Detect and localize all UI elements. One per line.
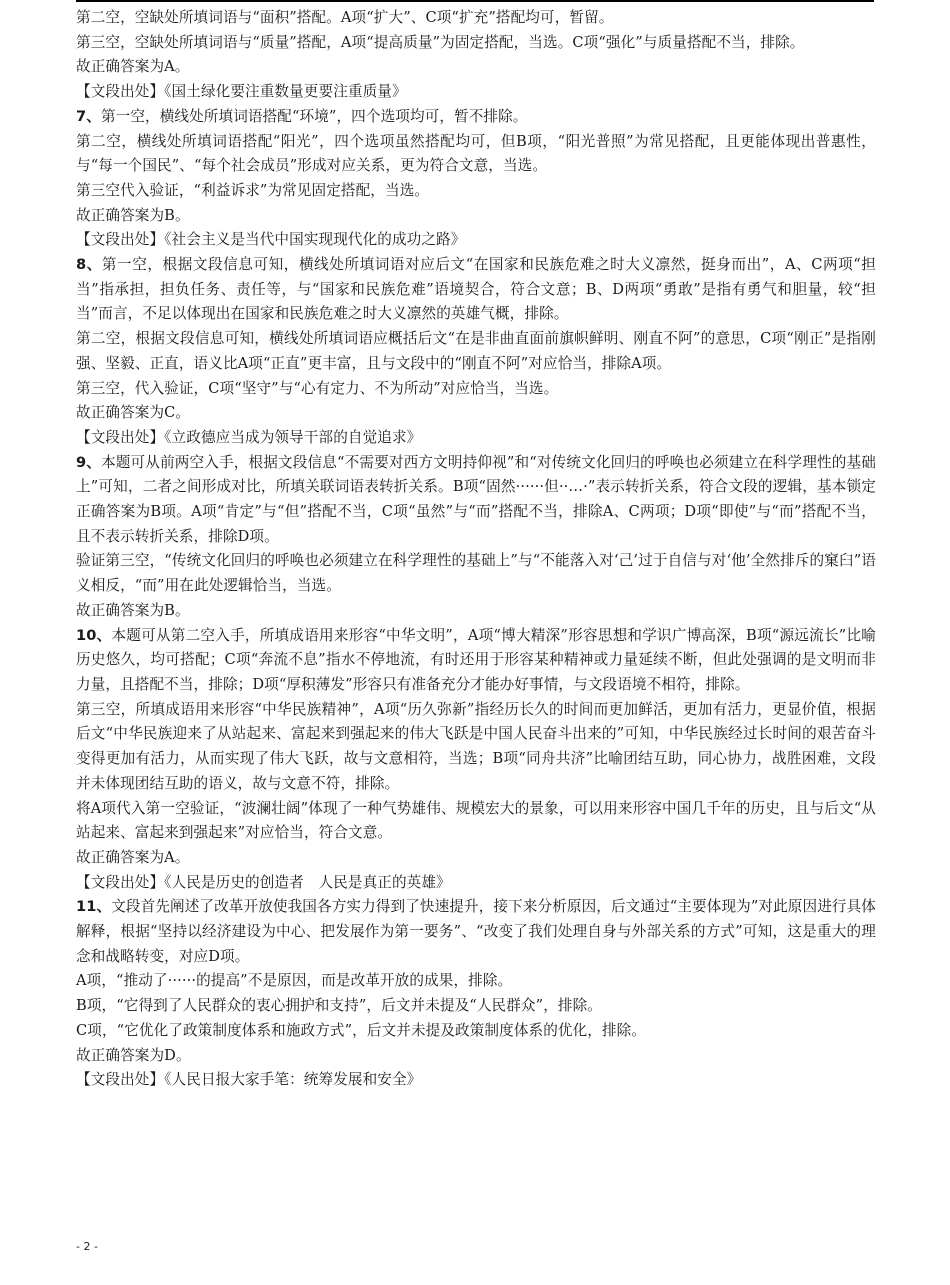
paragraph-text: 第三空，代入验证，C项“坚守”与“心有定力、不为所动”对应恰当，当选。	[76, 379, 559, 397]
explanation-paragraph	[76, 130, 876, 179]
paragraph-text: 第三空，所填成语用来形容“中华民族精神”，A项“历久弥新”指经历长久的时间而更加鲜活，更加有活力，更显价值，根据后文“中华民族迎来了从站起来、富起来到强起来的伟大飞跃是中国人民奋斗出来的”可知，中华民族经过长时间的艰苦奋斗变得更加有活力，从而实现了伟大飞跃，故与文意相符，当选；B项“同舟共济”比喻团结互助，同心协力，战胜困难，文段并未体现团结互助的语义，故与文意不符，排除。	[76, 700, 876, 792]
explanation-paragraph	[76, 6, 876, 31]
explanation-paragraph	[76, 994, 876, 1019]
explanation-paragraph	[76, 1019, 876, 1044]
source-citation	[76, 871, 876, 896]
answer-explanations	[76, 6, 876, 1093]
explanation-paragraph	[76, 549, 876, 598]
question-number: 7、	[76, 107, 101, 125]
paragraph-text: 故正确答案为A。	[76, 58, 190, 76]
source-citation	[76, 1068, 876, 1093]
paragraph-text: 【文段出处】《国土绿化要注重数量更要注重质量》	[76, 83, 407, 101]
question-explanation-start	[76, 624, 876, 698]
paragraph-text: 【文段出处】《立政德应当成为领导干部的自觉追求》	[76, 428, 422, 446]
paragraph-text: 第二空，根据文段信息可知，横线处所填词语应概括后文“在是非曲直面前旗帜鲜明、刚直不阿”的意思，C项“刚正”是指刚强、坚毅、正直，语义比A项“正直”更丰富，且与文段中的“刚直不阿”对应恰当，排除A项。	[76, 330, 876, 372]
explanation-paragraph	[76, 969, 876, 994]
source-citation	[76, 80, 876, 105]
paragraph-text: A项，“推动了······的提高”不是原因，而是改革开放的成果，排除。	[76, 972, 513, 990]
explanation-paragraph	[76, 1044, 876, 1069]
paragraph-text: 验证第三空，“传统文化回归的呼唤也必须建立在科学理性的基础上”与“不能落入对‘己’过于自信与对‘他’全然排斥的窠臼”语义相反，“而”用在此处逻辑恰当，当选。	[76, 552, 876, 595]
paragraph-text: 故正确答案为A。	[76, 848, 190, 866]
explanation-paragraph	[76, 179, 876, 204]
paragraph-text: 故正确答案为C。	[76, 404, 191, 422]
paragraph-text: 故正确答案为B。	[76, 206, 190, 224]
explanation-paragraph	[76, 797, 876, 846]
paragraph-text: 第二空，空缺处所填词语与“面积”搭配。A项“扩大”、C项“扩充”搭配均可，暂留。	[76, 9, 614, 26]
question-number: 8、	[76, 256, 102, 274]
question-number: 11、	[76, 898, 112, 916]
explanation-paragraph	[76, 377, 876, 402]
explanation-paragraph	[76, 55, 876, 80]
question-explanation-start	[76, 105, 876, 130]
explanation-paragraph	[76, 31, 876, 56]
paragraph-text: 故正确答案为B。	[76, 601, 190, 619]
paragraph-text: 本题可从第二空入手，所填成语用来形容“中华文明”，A项“博大精深”形容思想和学识广博高深，B项“源远流长”比喻历史悠久，均可搭配；C项“奔流不息”指水不停地流，有时还用于形容某种精神或力量延续不断，但此处强调的是文明而非力量，且搭配不当，排除；D项“厚积薄发”形容只有准备充分才能办好事情，与文段语境不相符，排除。	[76, 626, 876, 693]
paragraph-text: 第二空，横线处所填词语搭配“阳光”，四个选项虽然搭配均可，但B项，“阳光普照”为常见搭配，且更能体现出普惠性，与“每一个国民”、“每个社会成员”形成对应关系，更为符合文意，当选。	[76, 132, 876, 175]
question-number: 10、	[76, 626, 112, 644]
question-explanation-start	[76, 895, 876, 969]
paragraph-text: 故正确答案为D。	[76, 1046, 191, 1064]
page-number: - 2 -	[76, 1240, 98, 1253]
paragraph-text: 文段首先阐述了改革开放使我国各方实力得到了快速提升，接下来分析原因，后文通过“主要体现为”对此原因进行具体解释，根据“坚持以经济建设为中心、把发展作为第一要务”、“改变了我们处理自身与外部关系的方式”可知，这是重大的理念和战略转变，对应D项。	[76, 898, 876, 965]
source-citation	[76, 426, 876, 451]
paragraph-text: 第三空，空缺处所填词语与“质量”搭配，A项“提高质量”为固定搭配，当选。C项“强化”与质量搭配不当，排除。	[76, 33, 805, 51]
explanation-paragraph	[76, 327, 876, 376]
paragraph-text: C项，“它优化了政策制度体系和施政方式”，后文并未提及政策制度体系的优化，排除。	[76, 1021, 647, 1039]
explanation-paragraph	[76, 698, 876, 797]
explanation-paragraph	[76, 204, 876, 229]
explanation-paragraph	[76, 401, 876, 426]
paragraph-text: 第一空，横线处所填词语搭配“环境”，四个选项均可，暂不排除。	[100, 107, 528, 125]
paragraph-text: 将A项代入第一空验证，“波澜壮阔”体现了一种气势雄伟、规模宏大的景象，可以用来形容中国几千年的历史，且与后文“从站起来、富起来到强起来”对应恰当，符合文意。	[76, 799, 876, 842]
explanation-paragraph	[76, 846, 876, 871]
paragraph-text: B项，“它得到了人民群众的衷心拥护和支持”，后文并未提及“人民群众”，排除。	[76, 997, 602, 1015]
explanation-paragraph	[76, 599, 876, 624]
paragraph-text: 【文段出处】《人民日报大家手笔：统筹发展和安全》	[76, 1071, 422, 1089]
source-citation	[76, 228, 876, 253]
question-explanation-start	[76, 253, 876, 327]
paragraph-text: 第三空代入验证，“利益诉求”为常见固定搭配，当选。	[76, 181, 430, 199]
header-rule	[76, 0, 874, 2]
question-explanation-start	[76, 451, 876, 550]
paragraph-text: 本题可从前两空入手，根据文段信息“不需要对西方文明持仰视”和“对传统文化回归的呼唤也必须建立在科学理性的基础上”可知，二者之间形成对比，所填关联词语表转折关系。B项“固然······但··…·”表示转折关系，符合文段的逻辑，基本锁定正确答案为B项。A项“肯定”与“但”搭配不当，C项“虽然”与“而”搭配不当，排除A、C两项；D项“即使”与“而”搭配不当，且不表示转折关系，排除D项。	[76, 453, 876, 545]
paragraph-text: 第一空，根据文段信息可知，横线处所填词语对应后文“在国家和民族危难之时大义凛然，挺身而出”，A、C两项“担当”指承担，担负任务、责任等，与“国家和民族危难”语境契合，符合文意；B、D两项“勇敢”是指有勇气和胆量，较“担当”而言，不足以体现出在国家和民族危难之时大义凛然的英雄气概，排除。	[76, 256, 876, 323]
paragraph-text: 【文段出处】《人民是历史的创造者 人民是真正的英雄》	[76, 873, 451, 891]
paragraph-text: 【文段出处】《社会主义是当代中国实现现代化的成功之路》	[76, 231, 466, 249]
question-number: 9、	[76, 453, 102, 471]
